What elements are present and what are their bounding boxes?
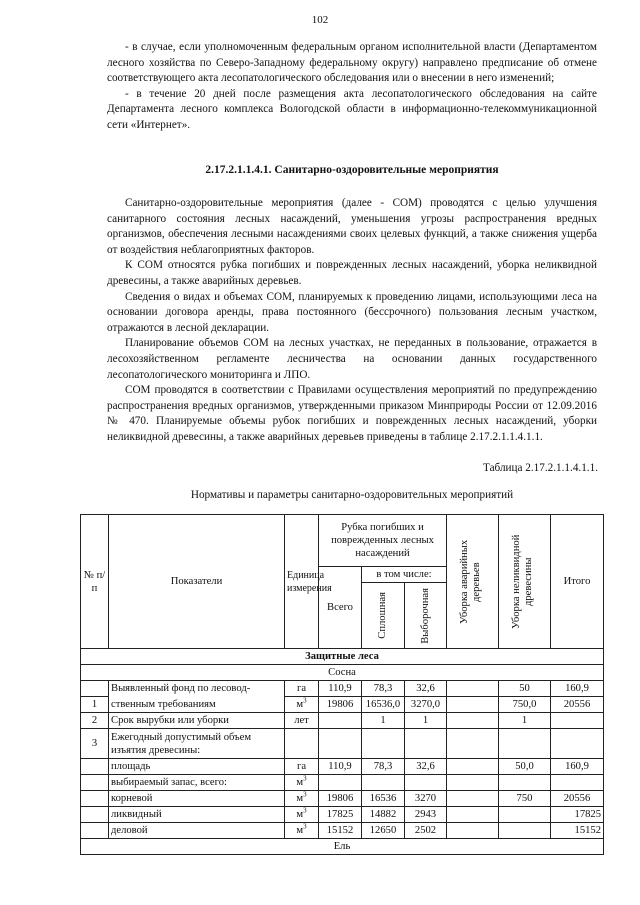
header-including: в том числе: [362,567,447,583]
header-felling: Рубка погибших и поврежденных лесных насаждений [319,515,447,567]
table-row: корневой $м^3$ 19806 16536 3270 750 20556 [81,791,604,807]
table-row: 1 ственным требованиям $м^3$ 19806 16536,0 3270,0 750,0 20556 [81,697,604,713]
header-indicators: Показатели [109,515,285,649]
header-row [81,515,604,567]
table-title: Нормативы и параметры санитарно-оздоровительных мероприятий [190,489,514,501]
header-unmarketable: Уборка неликвидной древесины [499,515,551,649]
species-row [81,665,604,681]
paragraph: Санитарно-оздоровительные мероприятия (далее - СОМ) проводятся с целью улучшения санитарного состояния лесных насаждений, уменьшения угрозы распространения вредных организмов, обеспечения лесными насаждениями своих целевых функций, а также снижения ущерба от воздействия неблагоприятных факторов. [107,197,597,256]
table-label: Таблица 2.17.2.1.1.4.1.1. [483,462,598,474]
table-row: ликвидный $м^3$ 17825 14882 2943 17825 [81,807,604,823]
table-row: деловой $м^3$ 15152 12650 2502 15152 [81,823,604,839]
header-total: Всего [319,567,362,649]
paragraph: СОМ проводятся в соответствии с Правилами осуществления мероприятий по предупреждению распространения вредных организмов, утвержденными приказом Минприроды России от 12.09.2016 № 470. Планируемые объемы рубок погибших и поврежденных лесных насаждений, уборки неликвидной древесины, а также аварийных деревьев приведены в таблице 2.17.2.1.1.4.1.1. [107,384,597,443]
species-label: Ель [81,839,604,855]
species-row [81,839,604,855]
intro-item: - в течение 20 дней после размещения акта лесопатологического обследования на сайте Департамента лесного комплекса Вологодской области в информационно-телекоммуникационной сети «Интернет». [107,87,597,131]
intro-text [107,40,597,134]
table-row: выбираемый запас, всего: $м^3$ [81,775,604,791]
section-heading: 2.17.2.1.1.4.1. Санитарно-оздоровительные мероприятия [205,164,499,176]
header-selective: Выборочная [405,583,447,649]
section-row [81,649,604,665]
species-label: Сосна [81,665,604,681]
header-clear: Сплошная [362,583,405,649]
table-row: 2 Срок вырубки или уборки лет 1 1 1 [81,713,604,729]
header-unit: Единица измерения [285,515,319,649]
table-row: Выявленный фонд по лесовод- га 110,9 78,3 32,6 50 160,9 [81,681,604,697]
header-emergency: Уборка аварийных деревьев [447,515,499,649]
paragraph: Сведения о видах и объемах СОМ, планируемых к проведению лицами, использующими леса на основании договора аренды, права постоянного (бессрочного) пользования лесным участком, отражаются в лесной декларации. [107,290,597,334]
header-num: № п/п [81,515,109,649]
section-label: Защитные леса [81,649,604,665]
paragraph: Планирование объемов СОМ на лесных участках, не переданных в пользование, отражается в лесохозяйственном регламенте лесничества на основании данных государственного лесопатологического мониторинга и ЛПО. [107,337,597,381]
table-row: площадь га 110,9 78,3 32,6 50,0 160,9 [81,759,604,775]
page-number: 102 [311,14,329,26]
paragraph: К СОМ относятся рубка погибших и поврежденных лесных насаждений, уборка неликвидной древесины, а также аварийных деревьев. [107,259,597,287]
norms-table [80,514,604,855]
intro-item: - в случае, если уполномоченным федеральным органом исполнительной власти (Департаментом лесного хозяйства по Северо-Западному федеральному округу) направлено предписание об отмене соответствующего акта лесопатологического обследования или о внесении в него изменений; [107,41,597,85]
header-sum: Итого [551,515,604,649]
body-text [107,196,597,446]
table-row: 3 Ежегодный допустимый объем изъятия древесины: [81,729,604,759]
